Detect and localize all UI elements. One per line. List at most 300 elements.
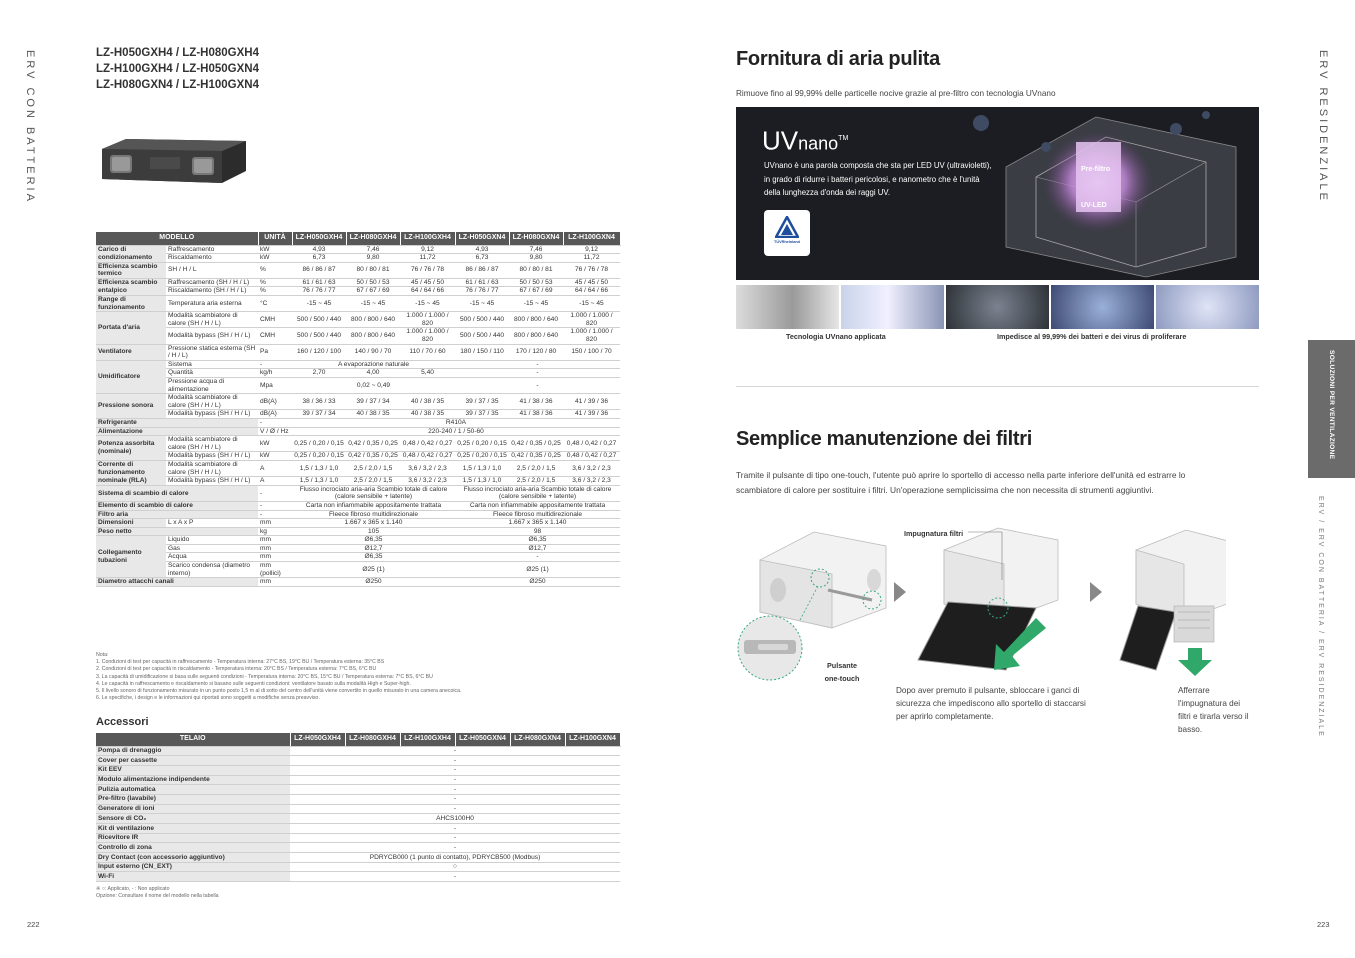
accessory-row <box>96 775 620 785</box>
logo-uv: UV <box>762 125 799 156</box>
section2-title: Semplice manutenzione dei filtri <box>736 428 1033 450</box>
spec-sub-label: L x A x P <box>166 519 258 528</box>
accessory-name: Controllo di zona <box>96 843 290 853</box>
spec-value: 64 / 64 / 66 <box>563 287 620 296</box>
tuv-badge-text: TÜVRheinland <box>774 240 800 244</box>
label-uvled: UV-LED <box>1081 202 1107 209</box>
spec-value: Carta non infiammabile appositamente trattata <box>455 501 620 510</box>
accessory-value: - <box>290 833 620 843</box>
spec-group-label: Efficienza scambio termico <box>96 262 166 278</box>
header-model: LZ-H100GXN4 <box>565 733 620 746</box>
accessory-row <box>96 756 620 766</box>
spec-value: 500 / 500 / 440 <box>455 312 509 328</box>
spec-sub-label: Raffrescamento (SH / H / L) <box>166 278 258 287</box>
spec-value: 9,12 <box>400 245 455 254</box>
spec-unit: kW <box>258 254 292 263</box>
accessory-row <box>96 765 620 775</box>
spec-value: - <box>455 553 620 562</box>
header-model: LZ-H080GXH4 <box>346 232 400 245</box>
spec-row <box>96 296 620 312</box>
spec-value: 150 / 100 / 70 <box>563 344 620 360</box>
accessory-name: Pulizia automatica <box>96 785 290 795</box>
accessory-value: - <box>290 824 620 834</box>
spec-row <box>96 485 620 501</box>
step2-text: Dopo aver premuto il pulsante, sbloccare i ganci di sicurezza che impediscono allo sportello di staccarsi per aprirlo completamente. <box>896 686 1086 721</box>
note-line: 4. Le capacità in raffrescamento e riscaldamento si basano sulle seguenti condizioni: ventilatore basato sulla modalità High e Super-high. <box>96 680 411 687</box>
accessory-row <box>96 843 620 853</box>
spec-value: 1.000 / 1.000 / 820 <box>400 328 455 344</box>
spec-value: 67 / 67 / 69 <box>346 287 400 296</box>
spec-value: Flusso incrociato aria-aria Scambio totale di calore (calore sensibile + latente) <box>455 485 620 501</box>
footnote-line: Opzione: Consultare il nome del modello nella tabella <box>96 893 219 899</box>
thumbnail-image <box>1156 285 1259 329</box>
accessory-name: Modulo alimentazione indipendente <box>96 775 290 785</box>
spec-row <box>96 436 620 452</box>
spec-unit: CMH <box>258 328 292 344</box>
spec-unit: CMH <box>258 312 292 328</box>
spec-value: 2,5 / 2,0 / 1,5 <box>346 460 400 476</box>
accessories-footnotes <box>96 886 219 900</box>
spec-row <box>96 328 620 344</box>
spec-value: 0,48 / 0,42 / 0,27 <box>563 452 620 461</box>
spec-unit: kg <box>258 527 292 536</box>
header-model: LZ-H050GXN4 <box>455 232 509 245</box>
spec-group-label: Refrigerante <box>96 418 258 427</box>
spec-value: Ø250 <box>292 578 455 587</box>
section1-subtitle: Rimuove fino al 99,99% delle particelle nocive grazie al pre-filtro con tecnologia UVnano <box>736 89 1056 98</box>
spec-row <box>96 344 620 360</box>
accessory-name: Kit EEV <box>96 765 290 775</box>
spec-sub-label: Gas <box>166 544 258 553</box>
accessory-name: Pre-filtro (lavabile) <box>96 794 290 804</box>
thumbnail-image <box>946 285 1049 329</box>
spec-row <box>96 278 620 287</box>
spec-value: 61 / 61 / 63 <box>455 278 509 287</box>
spec-value: 6,73 <box>292 254 346 263</box>
accessory-value: - <box>290 843 620 853</box>
accessory-value: - <box>290 756 620 766</box>
spec-row <box>96 287 620 296</box>
spec-value: Carta non infiammabile appositamente trattata <box>292 501 455 510</box>
spec-row <box>96 562 620 578</box>
page-number-right: 223 <box>1317 920 1330 929</box>
spec-sub-label: Riscaldamento (SH / H / L) <box>166 287 258 296</box>
spec-header-row <box>96 232 620 245</box>
spec-value: 41 / 38 / 36 <box>509 410 563 419</box>
spec-group-label: Potenza assorbita (nominale) <box>96 436 166 461</box>
accessory-name: Cover per cassette <box>96 756 290 766</box>
spec-group-label: Ventilatore <box>96 344 166 360</box>
spec-sub-label: Riscaldamento <box>166 254 258 263</box>
accessory-value: - <box>290 804 620 814</box>
spec-sub-label: Acqua <box>166 553 258 562</box>
accessory-value: - <box>290 794 620 804</box>
spec-sub-label: Modalità bypass (SH / H / L) <box>166 477 258 486</box>
spec-row <box>96 510 620 519</box>
model-line: LZ-H080GXN4 / LZ-H100GXN4 <box>96 79 259 91</box>
label-button-1: Pulsante <box>827 661 857 670</box>
spec-row <box>96 527 620 536</box>
spec-value: 38 / 36 / 33 <box>292 394 346 410</box>
accessory-row <box>96 794 620 804</box>
spec-value: 98 <box>455 527 620 536</box>
spec-value: 4,93 <box>292 245 346 254</box>
spec-unit: % <box>258 262 292 278</box>
spec-group-label: Diametro attacchi canali <box>96 578 258 587</box>
spec-value: 140 / 90 / 70 <box>346 344 400 360</box>
spec-sub-label: Liquido <box>166 536 258 545</box>
thumbnail-image <box>1051 285 1154 329</box>
spec-value: Ø12,7 <box>292 544 455 553</box>
accessory-row <box>96 804 620 814</box>
spec-value: 39 / 37 / 35 <box>455 410 509 419</box>
side-tab[interactable] <box>1308 340 1355 478</box>
spec-value: 2,70 <box>292 369 346 378</box>
spec-row <box>96 519 620 528</box>
spec-value: -15 ~ 45 <box>400 296 455 312</box>
accessory-row <box>96 872 620 882</box>
spec-value: 105 <box>292 527 455 536</box>
caption-left: Tecnologia UVnano applicata <box>786 332 886 341</box>
spec-sub-label: Quantità <box>166 369 258 378</box>
spec-value: 800 / 800 / 640 <box>509 312 563 328</box>
spec-group-label: Peso netto <box>96 527 258 536</box>
note-line: 2. Condizioni di test per capacità in riscaldamento - Temperatura interna: 20°C BS / Temperatura esterna: 7°C BS, 6°C BU <box>96 666 377 673</box>
spec-value: 0,48 / 0,42 / 0,27 <box>563 436 620 452</box>
accessory-value: ○ <box>290 862 620 872</box>
spec-value: 1.000 / 1.000 / 820 <box>563 328 620 344</box>
section1-title: Fornitura di aria pulita <box>736 48 940 70</box>
model-line: LZ-H050GXH4 / LZ-H080GXH4 <box>96 47 259 59</box>
spec-value: Ø12,7 <box>455 544 620 553</box>
spec-sub-label: Raffrescamento <box>166 245 258 254</box>
accessory-name: Sensore di CO₂ <box>96 814 290 824</box>
filter-maintenance-steps-illustration <box>736 520 1226 700</box>
spec-value: 76 / 76 / 77 <box>292 287 346 296</box>
spec-row <box>96 360 620 369</box>
spec-unit: kW <box>258 436 292 452</box>
spec-value: 1,5 / 1,3 / 1,0 <box>455 460 509 476</box>
spec-unit: mm <box>258 578 292 587</box>
spec-value: Ø250 <box>455 578 620 587</box>
spec-value: 1,5 / 1,3 / 1,0 <box>455 477 509 486</box>
spec-value: 1.000 / 1.000 / 820 <box>400 312 455 328</box>
page-number-left: 222 <box>27 920 40 929</box>
spec-sub-label: Modalità bypass (SH / H / L) <box>166 452 258 461</box>
tuv-triangle-icon <box>775 216 799 238</box>
spec-row <box>96 410 620 419</box>
spec-table <box>96 232 621 587</box>
spec-value: 11,72 <box>563 254 620 263</box>
spec-sub-label: Temperatura aria esterna <box>166 296 258 312</box>
spec-value: - <box>455 378 620 394</box>
spec-value: 1,5 / 1,3 / 1,0 <box>292 477 346 486</box>
spec-unit: - <box>258 510 292 519</box>
accessory-value: - <box>290 785 620 795</box>
spec-value: 61 / 61 / 63 <box>292 278 346 287</box>
header-model: LZ-H080GXN4 <box>509 232 563 245</box>
spec-value: 41 / 39 / 36 <box>563 410 620 419</box>
spec-sub-label: Pressione statica esterna (SH / H / L) <box>166 344 258 360</box>
spec-group-label: Carico di condizionamento <box>96 245 166 262</box>
spec-value: 40 / 38 / 35 <box>400 394 455 410</box>
spec-value: 0,25 / 0,20 / 0,15 <box>292 452 346 461</box>
spec-value: R410A <box>292 418 620 427</box>
model-list <box>96 45 259 93</box>
header-model: LZ-H050GXH4 <box>292 232 346 245</box>
step3-text: Afferrare l'impugnatura dei filtri e tirarla verso il basso. <box>1178 686 1249 734</box>
spec-unit: A <box>258 477 292 486</box>
note-line: Nota: <box>96 652 109 658</box>
spec-value: 39 / 37 / 34 <box>346 394 400 410</box>
spec-value: 0,25 / 0,20 / 0,15 <box>455 452 509 461</box>
spec-unit: % <box>258 278 292 287</box>
accessory-row <box>96 862 620 872</box>
spec-value: -15 ~ 45 <box>346 296 400 312</box>
spec-value: 45 / 45 / 50 <box>400 278 455 287</box>
spec-value: 800 / 800 / 640 <box>509 328 563 344</box>
side-sub-label: ERV / ERV CON BATTERIA / ERV RESIDENZIALE <box>1317 496 1324 738</box>
label-button-2: one-touch <box>824 674 860 683</box>
accessories-title: Accessori <box>96 716 149 728</box>
spec-value: - <box>455 369 620 378</box>
spec-value: 0,25 / 0,20 / 0,15 <box>292 436 346 452</box>
spec-value: 0,42 / 0,35 / 0,25 <box>509 436 563 452</box>
spec-unit: - <box>258 418 292 427</box>
accessory-row <box>96 833 620 843</box>
spec-value: 9,80 <box>509 254 563 263</box>
spec-row <box>96 378 620 394</box>
label-handle: Impugnatura filtri <box>904 529 964 538</box>
spec-sub-label: Pressione acqua di alimentazione <box>166 378 258 394</box>
spec-value: 45 / 45 / 50 <box>563 278 620 287</box>
spec-value: -15 ~ 45 <box>455 296 509 312</box>
spec-unit: dB(A) <box>258 394 292 410</box>
header-model: LZ-H050GXH4 <box>290 733 345 746</box>
spec-value: 76 / 76 / 77 <box>455 287 509 296</box>
spec-value: 500 / 500 / 440 <box>292 328 346 344</box>
spec-unit: - <box>258 501 292 510</box>
spec-row <box>96 578 620 587</box>
uvnano-banner <box>736 107 1259 280</box>
spec-unit: - <box>258 485 292 501</box>
spec-unit: Pa <box>258 344 292 360</box>
header-model: LZ-H100GXH4 <box>400 232 455 245</box>
spec-row <box>96 418 620 427</box>
spec-unit: kW <box>258 245 292 254</box>
note-line: 1. Condizioni di test per capacità in raffrescamento - Temperatura interna: 27°C BS, 19°C BU / Temperatura esterna: 35°C BS <box>96 659 385 666</box>
spec-unit: mm <box>258 519 292 528</box>
spec-value: -15 ~ 45 <box>292 296 346 312</box>
spec-value: 500 / 500 / 440 <box>292 312 346 328</box>
accessory-row <box>96 853 620 863</box>
spec-sub-label: Scarico condensa (diametro interno) <box>166 562 258 578</box>
spec-value: - <box>455 360 620 369</box>
section2-text: Tramite il pulsante di tipo one-touch, l'utente può aprire lo sportello di accesso nella parte inferiore dell'unità ed estrarre lo scambiatore di calore per sostituire i filtri. Un'operazione semplicissima che non necessita di strumenti aggiuntivi. <box>736 470 1186 495</box>
spec-unit: A <box>258 460 292 476</box>
spec-value: 0,42 / 0,35 / 0,25 <box>346 452 400 461</box>
uvnano-logo <box>762 125 848 158</box>
spec-row <box>96 544 620 553</box>
spec-value: 80 / 80 / 81 <box>509 262 563 278</box>
thumbnail-image <box>736 285 839 329</box>
spec-value: 4,00 <box>346 369 400 378</box>
spec-value: 40 / 38 / 35 <box>346 410 400 419</box>
spec-row <box>96 452 620 461</box>
spec-value: Ø25 (1) <box>292 562 455 578</box>
spec-value: 1.000 / 1.000 / 820 <box>563 312 620 328</box>
side-label-right: ERV RESIDENZIALE <box>1317 50 1329 203</box>
spec-sub-label: Modalità scambiatore di calore (SH / H / L) <box>166 312 258 328</box>
spec-value: 1.667 x 365 x 1.140 <box>455 519 620 528</box>
spec-value: 1.667 x 365 x 1.140 <box>292 519 455 528</box>
spec-value: 76 / 76 / 78 <box>400 262 455 278</box>
spec-value: 800 / 800 / 640 <box>346 328 400 344</box>
accessory-row <box>96 746 620 756</box>
spec-value: 4,93 <box>455 245 509 254</box>
spec-value: 3,6 / 3,2 / 2,3 <box>400 460 455 476</box>
accessory-name: Dry Contact (con accessorio aggiuntivo) <box>96 853 290 863</box>
logo-tm: TM <box>838 135 849 142</box>
erv-unit-image <box>96 135 248 187</box>
spec-row <box>96 553 620 562</box>
spec-value: 39 / 37 / 34 <box>292 410 346 419</box>
spec-value: 110 / 70 / 60 <box>400 344 455 360</box>
spec-sub-label: Modalità scambiatore di calore (SH / H / L) <box>166 436 258 452</box>
side-label-left: ERV CON BATTERIA <box>24 50 36 204</box>
spec-row <box>96 536 620 545</box>
spec-unit: Mpa <box>258 378 292 394</box>
spec-value: 64 / 64 / 66 <box>400 287 455 296</box>
accessory-name: Kit di ventilazione <box>96 824 290 834</box>
spec-group-label: Pressione sonora <box>96 394 166 419</box>
spec-group-label: Alimentazione <box>96 427 258 436</box>
spec-sub-label: Modalità scambiatore di calore (SH / H / L) <box>166 460 258 476</box>
accessory-name: Pompa di drenaggio <box>96 746 290 756</box>
thumbnail-image <box>841 285 944 329</box>
spec-group-label: Range di funzionamento <box>96 296 166 312</box>
spec-unit: V / Ø / Hz <box>258 427 292 436</box>
note-line: 6. Le specifiche, i design e le informazioni qui riportati sono soggetti a modifiche senza preavviso. <box>96 695 320 702</box>
spec-unit: - <box>258 360 292 369</box>
spec-value: 40 / 38 / 35 <box>400 410 455 419</box>
spec-value: 9,12 <box>563 245 620 254</box>
accessory-row <box>96 824 620 834</box>
spec-value: 76 / 76 / 78 <box>563 262 620 278</box>
spec-value: 0,48 / 0,42 / 0,27 <box>400 452 455 461</box>
logo-nano: nano <box>798 133 839 154</box>
label-prefilter: Pre-filtro <box>1081 166 1111 173</box>
spec-sub-label: Modalità scambiatore di calore (SH / H / L) <box>166 394 258 410</box>
spec-unit: kg/h <box>258 369 292 378</box>
header-model: LZ-H080GXH4 <box>345 733 400 746</box>
spec-unit: kW <box>258 452 292 461</box>
spec-value: 80 / 80 / 81 <box>346 262 400 278</box>
note-line: 5. Il livello sonoro di funzionamento misurato in un punto posto 1,5 m al di sotto del centro dell'unità viene convertito in quello misurato in una camera anecoica. <box>96 688 462 695</box>
spec-value: Ø6,35 <box>292 536 455 545</box>
spec-row <box>96 245 620 254</box>
spec-sub-label: Sistema <box>166 360 258 369</box>
spec-row <box>96 369 620 378</box>
spec-value: 41 / 38 / 36 <box>509 394 563 410</box>
accessory-value: - <box>290 872 620 882</box>
spec-value: 7,46 <box>509 245 563 254</box>
spec-value: 0,42 / 0,35 / 0,25 <box>509 452 563 461</box>
spec-value: -15 ~ 45 <box>509 296 563 312</box>
spec-row <box>96 460 620 476</box>
spec-value: Ø25 (1) <box>455 562 620 578</box>
spec-unit: mm (pollici) <box>258 562 292 578</box>
accessory-value: - <box>290 746 620 756</box>
spec-group-label: Efficienza scambio entalpico <box>96 278 166 295</box>
header-telaio: TELAIO <box>96 733 290 746</box>
accessory-name: Wi-Fi <box>96 872 290 882</box>
spec-value: 86 / 86 / 87 <box>455 262 509 278</box>
spec-sub-label: SH / H / L <box>166 262 258 278</box>
header-modello: MODELLO <box>96 232 258 245</box>
spec-value: 39 / 37 / 35 <box>455 394 509 410</box>
spec-value: 0,02 ~ 0,49 <box>292 378 455 394</box>
header-model: LZ-H050GXN4 <box>455 733 510 746</box>
section-divider <box>736 386 1259 387</box>
notes <box>96 652 461 702</box>
spec-value: Fleece fibroso multidirezionale <box>292 510 455 519</box>
spec-value: 160 / 120 / 100 <box>292 344 346 360</box>
accessories-table <box>96 733 621 882</box>
spec-group-label: Collegamento tubazioni <box>96 536 166 578</box>
accessory-name: Ricevitore IR <box>96 833 290 843</box>
spec-value: 500 / 500 / 440 <box>455 328 509 344</box>
spec-value: 7,46 <box>346 245 400 254</box>
caption-right: Impedisce al 99,99% dei batteri e dei virus di proliferare <box>997 332 1187 341</box>
spec-sub-label: Modalità bypass (SH / H / L) <box>166 328 258 344</box>
header-model: LZ-H100GXH4 <box>400 733 455 746</box>
side-tab-label: SOLUZIONI PER VENTILAZIONE <box>1328 350 1335 460</box>
spec-value: 3,6 / 3,2 / 2,3 <box>563 477 620 486</box>
spec-value: 6,73 <box>455 254 509 263</box>
spec-value: 9,80 <box>346 254 400 263</box>
spec-group-label: Umidificatore <box>96 360 166 393</box>
spec-value: 2,5 / 2,0 / 1,5 <box>346 477 400 486</box>
spec-unit: dB(A) <box>258 410 292 419</box>
spec-value: 0,48 / 0,42 / 0,27 <box>400 436 455 452</box>
spec-row <box>96 312 620 328</box>
spec-value: Ø6,35 <box>455 536 620 545</box>
spec-unit: °C <box>258 296 292 312</box>
accessory-value: PDRYCB000 (1 punto di contatto), PDRYCB500 (Modbus) <box>290 853 620 863</box>
spec-value: Fleece fibroso multidirezionale <box>455 510 620 519</box>
spec-group-label: Corrente di funzionamento nominale (RLA) <box>96 460 166 485</box>
spec-unit: % <box>258 287 292 296</box>
spec-sub-label: Modalità bypass (SH / H / L) <box>166 410 258 419</box>
uvnano-description: UVnano è una parola composta che sta per LED UV (ultravioletti), in grado di ridurre i batteri pericolosi, e nanometro che è l'unità della lunghezza d'onda dei raggi UV. <box>764 161 992 197</box>
spec-value: 170 / 120 / 80 <box>509 344 563 360</box>
spec-value: A evaporazione naturale <box>292 360 455 369</box>
spec-value: 0,25 / 0,20 / 0,15 <box>455 436 509 452</box>
accessory-value: - <box>290 775 620 785</box>
spec-value: 2,5 / 2,0 / 1,5 <box>509 460 563 476</box>
spec-value: Flusso incrociato aria-aria Scambio totale di calore (calore sensibile + latente) <box>292 485 455 501</box>
spec-unit: mm <box>258 553 292 562</box>
spec-row <box>96 254 620 263</box>
header-model: LZ-H100GXN4 <box>563 232 620 245</box>
spec-value: 1,5 / 1,3 / 1,0 <box>292 460 346 476</box>
accessory-row <box>96 785 620 795</box>
spec-value: 50 / 50 / 53 <box>509 278 563 287</box>
spec-value: Ø6,35 <box>292 553 455 562</box>
spec-value: -15 ~ 45 <box>563 296 620 312</box>
model-line: LZ-H100GXH4 / LZ-H050GXN4 <box>96 63 259 75</box>
